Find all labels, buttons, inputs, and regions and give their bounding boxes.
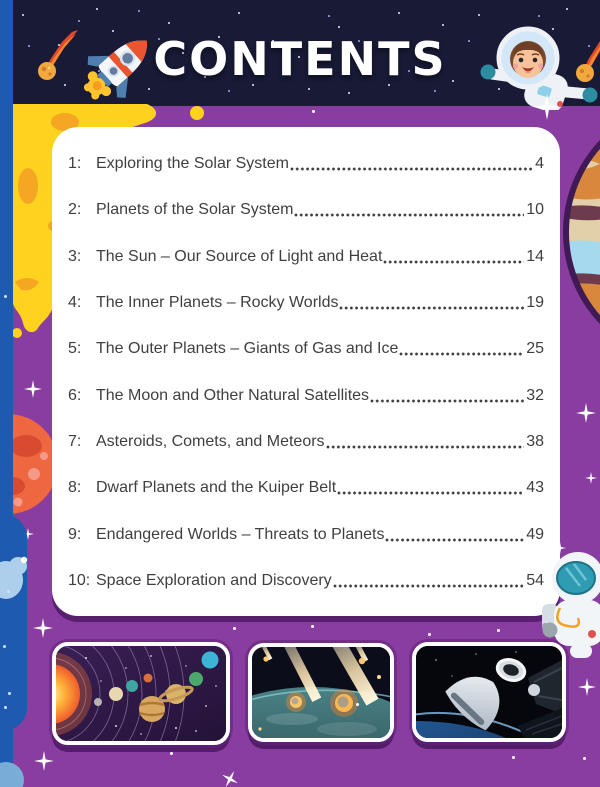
dot-leader: [370, 398, 524, 404]
entry-page: 43: [526, 479, 544, 497]
sparkle-icon: [576, 403, 596, 423]
sparkle-icon: [34, 751, 54, 771]
entry-title: Endangered Worlds – Threats to Planets: [96, 525, 385, 543]
spacecraft-docking: [416, 646, 562, 738]
entry-page: 10: [526, 201, 544, 219]
entry-number: 6:: [68, 386, 82, 404]
entry-number: 2:: [68, 201, 82, 219]
toc-entry: [68, 294, 544, 312]
solar-system-photo: [52, 642, 230, 745]
rocket-icon: [58, 24, 178, 110]
entry-title: Asteroids, Comets, and Meteors: [96, 432, 325, 450]
entry-title: The Moon and Other Natural Satellites: [96, 386, 370, 404]
sparkle-icon: [24, 380, 42, 398]
star-dots: [0, 0, 3, 3]
sparkle-icon: [585, 472, 597, 484]
entry-page: 32: [526, 386, 544, 404]
toc-entry: [68, 387, 544, 405]
entry-number: 3:: [68, 247, 82, 265]
toc-entry: [68, 248, 544, 266]
dot-leader: [337, 490, 524, 496]
astronaut-icon: [540, 546, 600, 658]
entry-title: The Sun – Our Source of Light and Heat: [96, 247, 383, 265]
toc-entry: [68, 155, 544, 173]
entry-number: 8:: [68, 479, 82, 497]
dot-leader: [333, 583, 525, 589]
meteors-photo: [248, 643, 394, 742]
sparkle-icon: [33, 618, 53, 638]
planet-icon: [0, 762, 24, 787]
entry-page: 4: [535, 155, 544, 173]
solar-system-illustration: [56, 646, 226, 741]
entry-page: 38: [526, 432, 544, 450]
dot-leader: [294, 212, 524, 218]
entry-title: The Inner Planets – Rocky Worlds: [96, 294, 339, 312]
star-icon: [218, 767, 242, 787]
planet-icon: [556, 104, 600, 359]
page-title: CONTENTS: [153, 32, 447, 86]
page-edge-strip: [0, 515, 27, 730]
toc-entry: [68, 433, 544, 451]
entry-page: 25: [526, 340, 544, 358]
dot-leader: [383, 259, 524, 265]
entry-page: 19: [526, 294, 544, 312]
entry-number: 9:: [68, 525, 82, 543]
entry-title: Planets of the Solar System: [96, 201, 294, 219]
toc-entry: [68, 479, 544, 497]
dot-leader: [385, 537, 524, 543]
entry-title: Exploring the Solar System: [96, 155, 289, 173]
toc-entry: [68, 340, 544, 358]
entry-title: The Outer Planets – Giants of Gas and Ice: [96, 340, 399, 358]
entry-number: 1:: [68, 155, 82, 173]
meteors-over-earth: [252, 647, 390, 738]
dot-leader: [399, 351, 524, 357]
dot-leader: [326, 444, 525, 450]
entry-page: 49: [526, 525, 544, 543]
dot-leader: [290, 166, 533, 172]
astronaut-boy-icon: [476, 18, 600, 110]
entry-number: 10:: [68, 571, 91, 589]
table-of-contents: [52, 127, 560, 616]
toc-entry: [68, 526, 544, 544]
entry-title: Space Exploration and Discovery: [96, 571, 332, 589]
entry-page: 54: [526, 571, 544, 589]
toc-entry: [68, 201, 544, 219]
entry-number: 4:: [68, 294, 82, 312]
dot-leader: [339, 305, 524, 311]
sparkle-icon: [578, 678, 596, 696]
entry-title: Dwarf Planets and the Kuiper Belt: [96, 479, 337, 497]
toc-entry: [68, 572, 544, 590]
entry-number: 7:: [68, 432, 82, 450]
cloud-icon: [0, 552, 30, 604]
entry-number: 5:: [68, 340, 82, 358]
contents-card: [52, 127, 560, 616]
entry-page: 14: [526, 247, 544, 265]
yellow-dot-decoration: [189, 105, 205, 121]
